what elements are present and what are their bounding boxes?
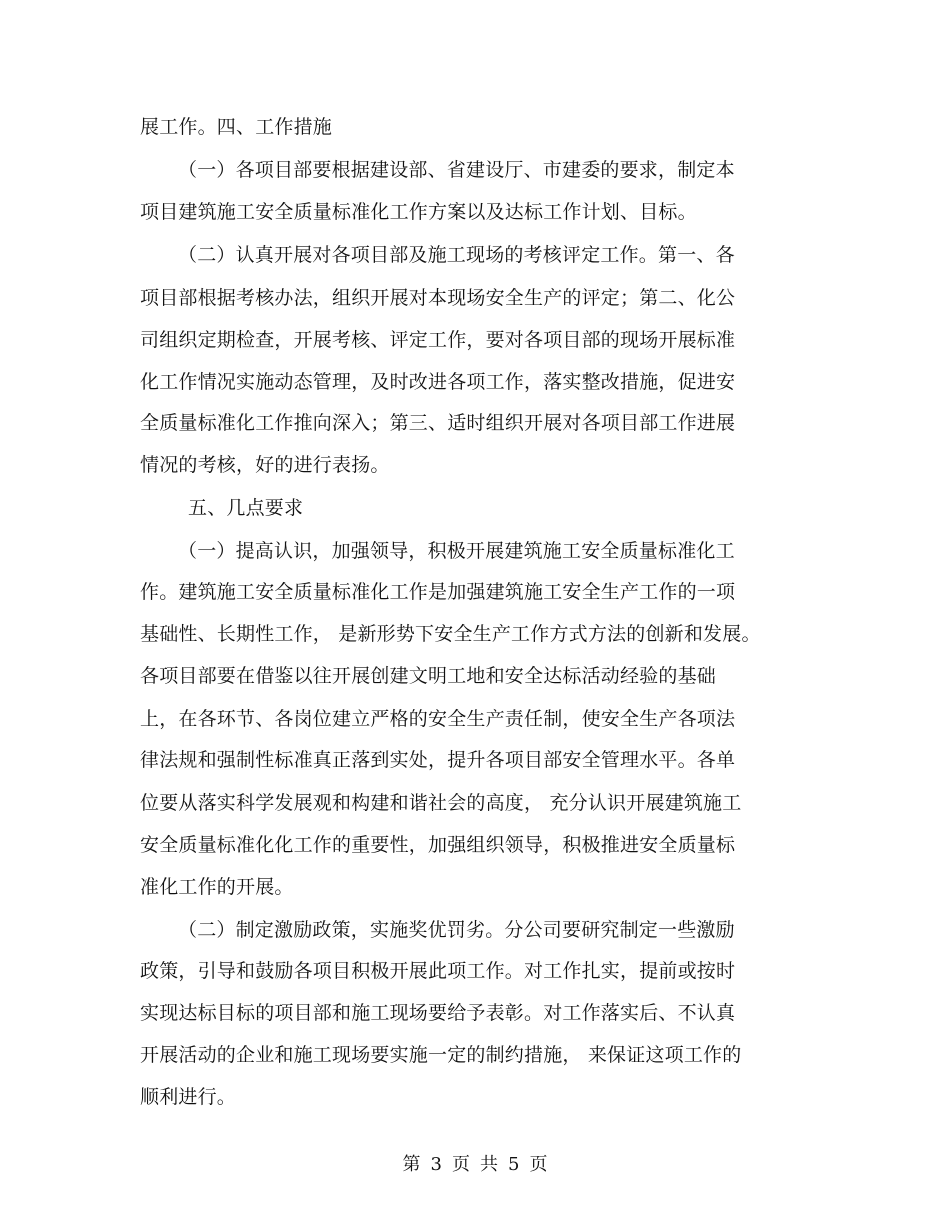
footer-suffix: 页	[529, 1154, 548, 1175]
text-line: （一）提高认识，加强领导，积极开展建筑施工安全质量标准化工	[178, 540, 735, 562]
text-line: 安全质量标准化化工作的重要性，加强组织领导，积极推进安全质量标	[140, 834, 736, 856]
footer-prefix: 第	[402, 1154, 421, 1175]
text-line: 项目部根据考核办法，组织开展对本现场安全生产的评定；第二、化公	[140, 287, 736, 309]
footer-page-word: 页	[452, 1154, 470, 1175]
text-line: 全质量标准化工作推向深入；第三、适时组织开展对各项目部工作进展	[140, 412, 736, 434]
text-line: 顺利进行。	[140, 1086, 237, 1108]
total-page-number: 5	[508, 1154, 520, 1175]
text-line: 律法规和强制性标准真正落到实处，提升各项目部安全管理水平。各单	[140, 749, 736, 771]
text-line: 情况的考核，好的进行表扬。	[140, 454, 390, 476]
text-line: 化工作情况实施动态管理，及时改进各项工作，落实整改措施，促进安	[140, 371, 736, 393]
text-line: 项目建筑施工安全质量标准化工作方案以及达标工作计划、目标。	[140, 201, 697, 223]
text-line: （二）认真开展对各项目部及施工现场的考核评定工作。第一、各	[178, 244, 735, 266]
text-line: 展工作。四、工作措施	[140, 116, 333, 138]
text-line: 作。建筑施工安全质量标准化工作是加强建筑施工安全生产工作的一项	[140, 581, 736, 603]
text-line: 基础性、长期性工作， 是新形势下安全生产工作方式方法的创新和发展。	[140, 623, 761, 645]
text-line: 准化工作的开展。	[140, 876, 294, 898]
page-footer	[0, 1153, 950, 1177]
section-heading: 五、几点要求	[188, 497, 304, 519]
text-line: （二）制定激励政策，实施奖优罚劣。分公司要研究制定一些激励	[178, 919, 735, 941]
text-line: 实现达标目标的项目部和施工现场要给予表彰。对工作落实后、不认真	[140, 1002, 736, 1024]
footer-total-word: 共	[480, 1154, 498, 1175]
text-line: 司组织定期检查，开展考核、评定工作，要对各项目部的现场开展标准	[140, 329, 736, 351]
text-line: （一）各项目部要根据建设部、省建设厅、市建委的要求，制定本	[178, 159, 735, 181]
text-line: 上，在各环节、各岗位建立严格的安全生产责任制，使安全生产各项法	[140, 708, 736, 730]
text-line: 各项目部要在借鉴以往开展创建文明工地和安全达标活动经验的基础	[140, 665, 717, 687]
current-page-number: 3	[430, 1154, 442, 1175]
text-line: 位要从落实科学发展观和构建和谐社会的高度， 充分认识开展建筑施工	[140, 792, 742, 814]
text-line: 开展活动的企业和施工现场要实施一定的制约措施， 来保证这项工作的	[140, 1044, 742, 1066]
text-line: 政策，引导和鼓励各项目积极开展此项工作。对工作扎实，提前或按时	[140, 960, 736, 982]
